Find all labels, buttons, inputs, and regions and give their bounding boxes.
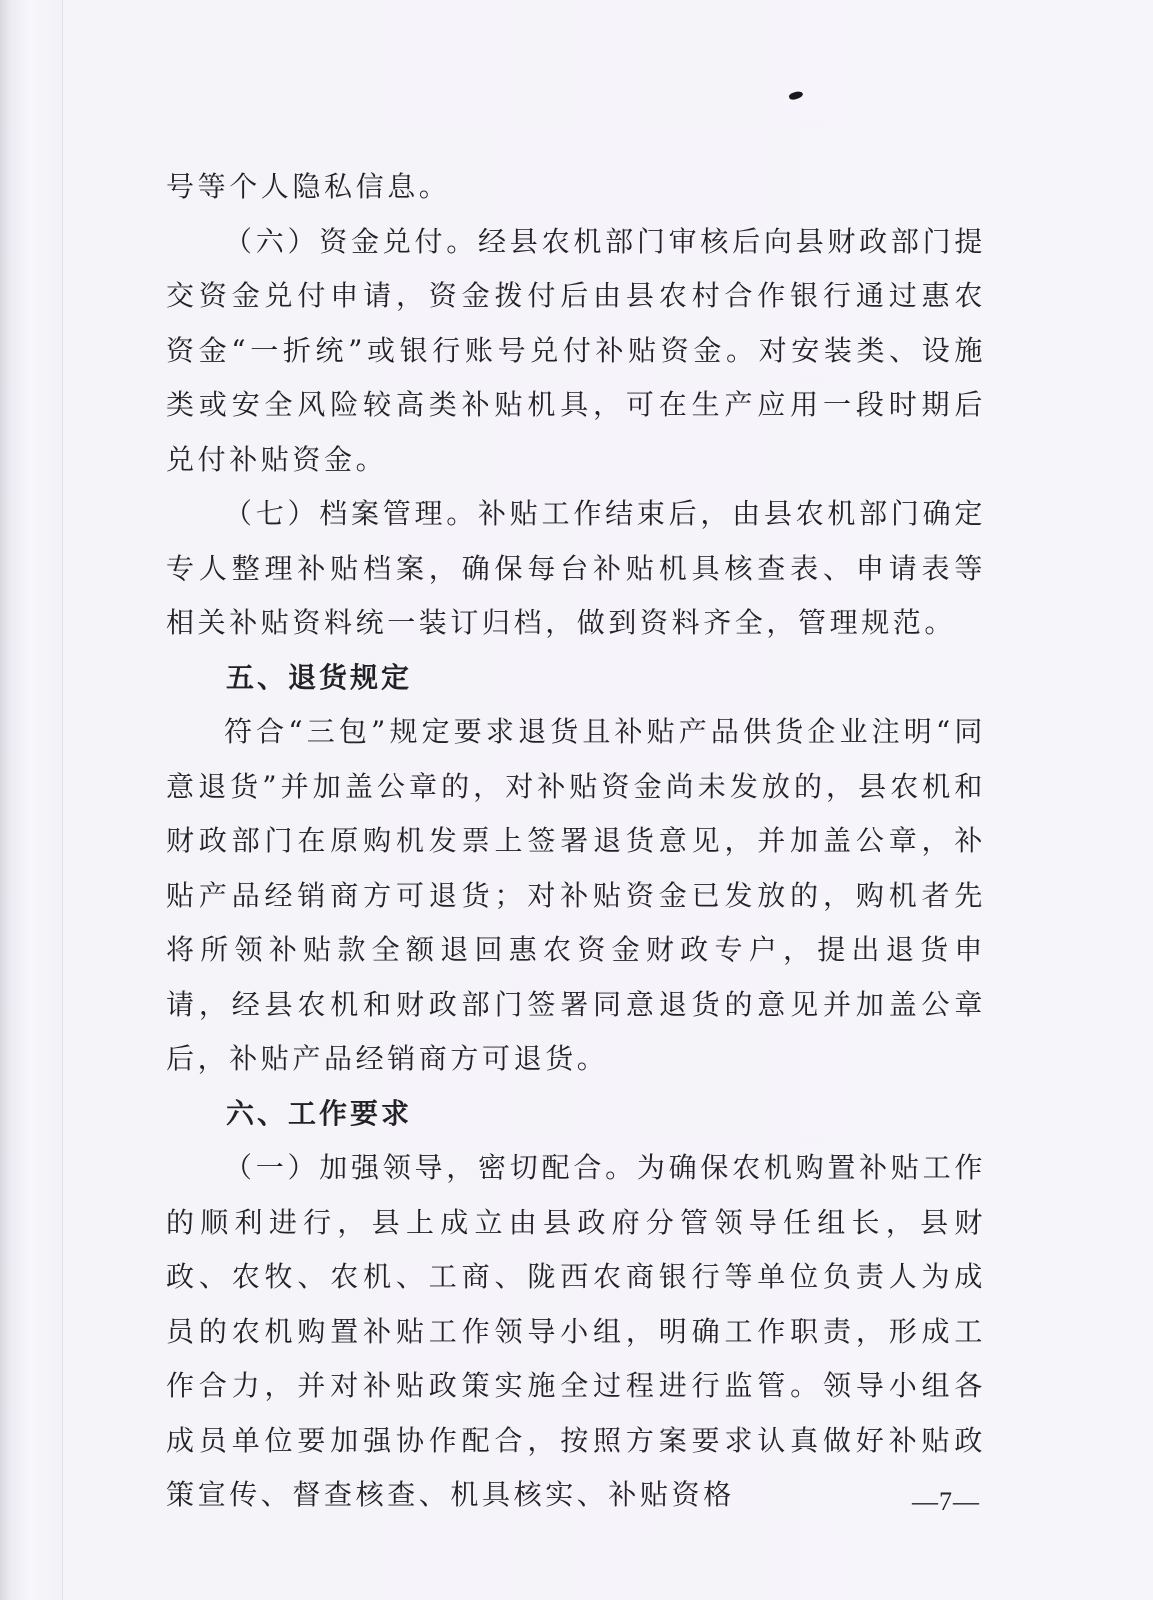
paragraph-return-rules: 符合“三包”规定要求退货且补贴产品供货企业注明“同意退货”并加盖公章的，对补贴资金尚未发放的，县农机和财政部门在原购机发票上签署退货意见，并加盖公章，补贴产品经销商方可退货；对补贴资金已发放的，购机者先将所领补贴款全额退回惠农资金财政专户，提出退货申请，经县农机和财政部门签署同意退货的意见并加盖公章后，补贴产品经销商方可退货。	[166, 715, 986, 1075]
document-body	[166, 160, 986, 1523]
section-heading-work-requirements: 六、工作要求	[226, 1096, 413, 1130]
binding-edge	[0, 0, 63, 1600]
paragraph-privacy-continuation: 号等个人隐私信息。	[166, 170, 451, 203]
paragraph-fund-payment: （六）资金兑付。经县农机部门审核后向县财政部门提交资金兑付申请，资金拨付后由县农村合作银行通过惠农资金“一折统”或银行账号兑付补贴资金。对安装类、设施类或安全风险较高类补贴机具，可在生产应用一段时期后兑付补贴资金。	[166, 224, 986, 476]
paragraph-leadership: （一）加强领导，密切配合。为确保农机购置补贴工作的顺利进行，县上成立由县政府分管领导任组长，县财政、农牧、农机、工商、陇西农商银行等单位负责人为成员的农机购置补贴工作领导小组，明确工作职责，形成工作合力，并对补贴政策实施全过程进行监管。领导小组各成员单位要加强协作配合，按照方案要求认真做好补贴政策宣传、督查核查、机具核实、补贴资格	[166, 1151, 986, 1511]
section-heading-returns: 五、退货规定	[226, 660, 413, 694]
paragraph-archive-management: （七）档案管理。补贴工作结束后，由县农机部门确定专人整理补贴档案，确保每台补贴机具核查表、申请表等相关补贴资料统一装订归档，做到资料齐全，管理规范。	[166, 497, 986, 639]
ink-speck	[788, 90, 803, 101]
page-number: —7—	[912, 1487, 980, 1516]
